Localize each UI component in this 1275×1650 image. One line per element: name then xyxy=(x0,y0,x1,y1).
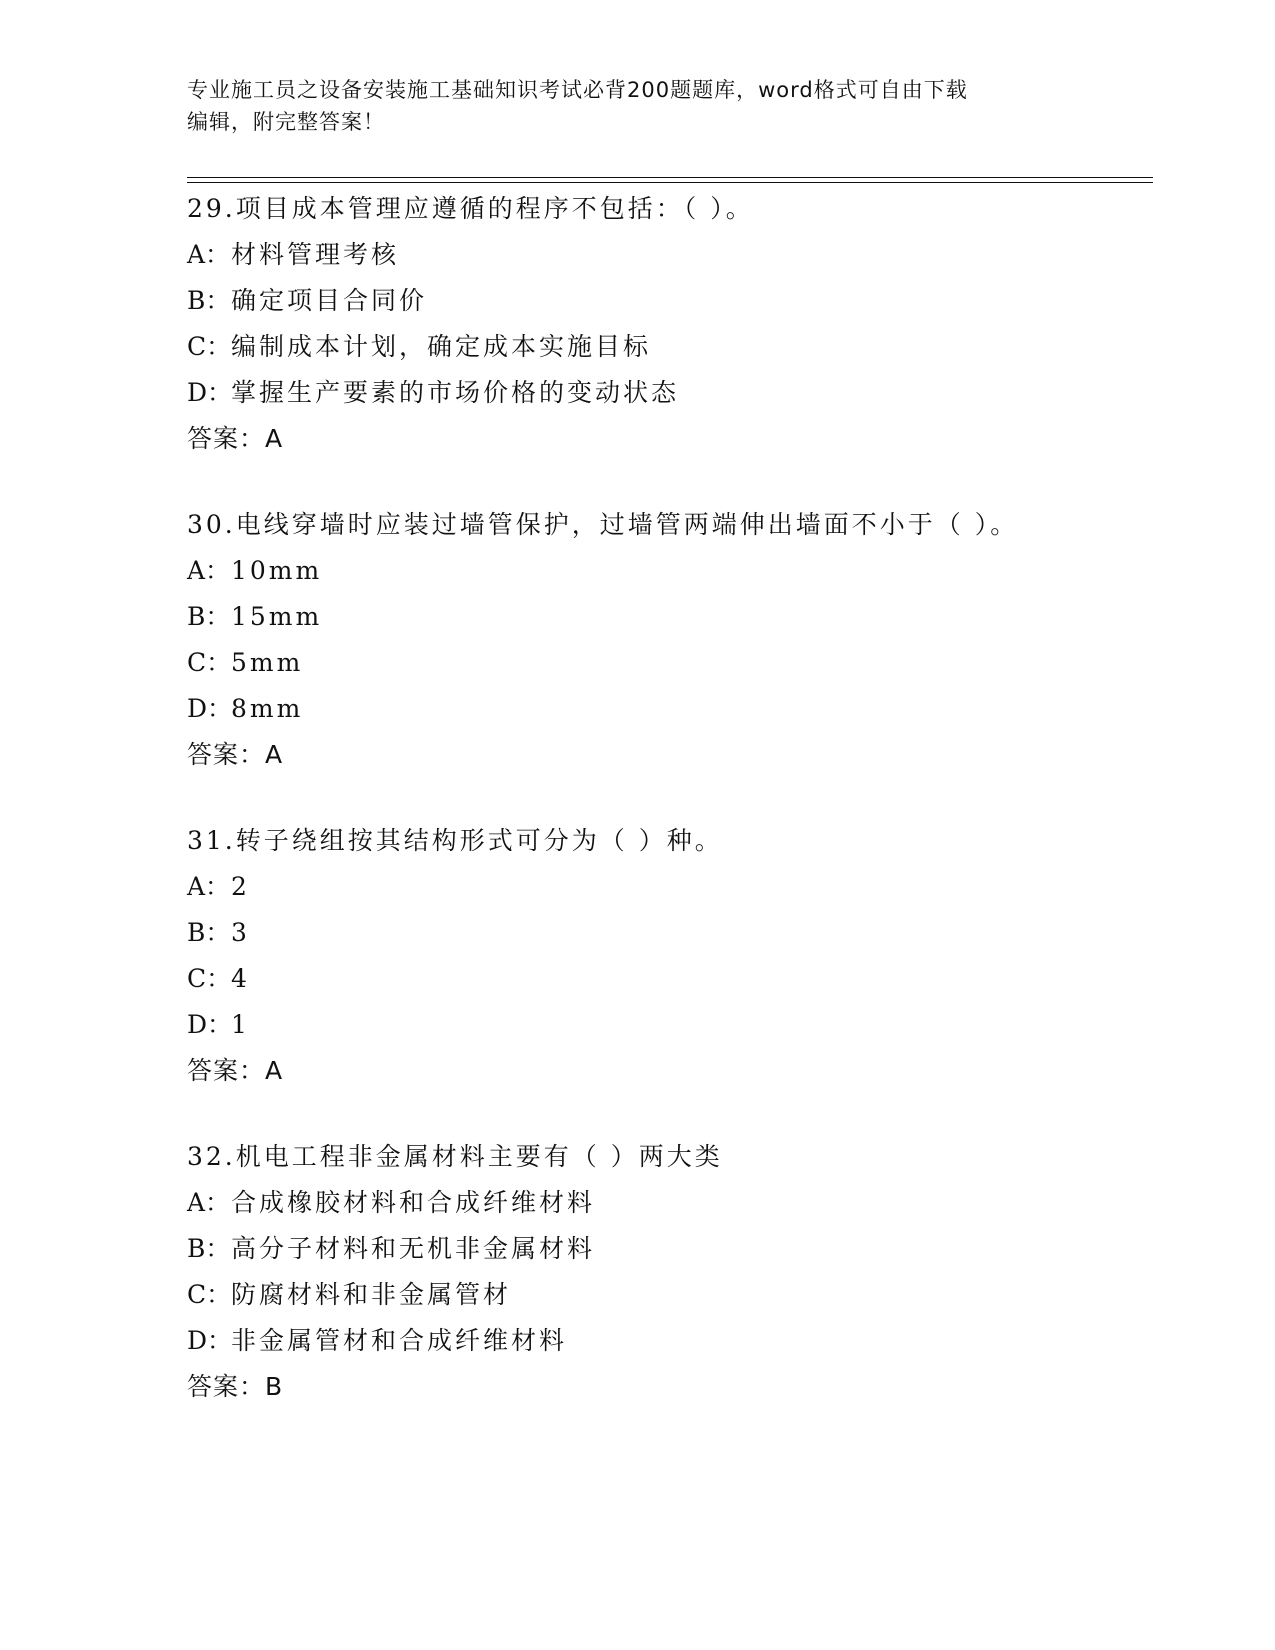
option-text: 高分子材料和无机非金属材料 xyxy=(231,1234,596,1263)
header-divider-bottom xyxy=(187,182,1153,183)
answer-line: 答案：A xyxy=(187,1056,284,1085)
option-text: 8mm xyxy=(231,694,304,723)
option-text: 3 xyxy=(231,918,250,947)
question-29 xyxy=(187,186,1137,462)
option-letter: B： xyxy=(187,286,231,315)
header-divider-top xyxy=(187,177,1153,178)
answer-line: 答案：A xyxy=(187,424,284,453)
option-letter: C： xyxy=(187,332,232,361)
option-a xyxy=(187,1180,1137,1226)
option-letter: B： xyxy=(187,1234,231,1263)
option-letter: B： xyxy=(187,602,231,631)
option-c xyxy=(187,324,1137,370)
question-31 xyxy=(187,818,1137,1094)
option-letter: A： xyxy=(187,240,231,269)
option-text: 防腐材料和非金属管材 xyxy=(231,1280,512,1309)
header-line-1: 专业施工员之设备安装施工基础知识考试必背200题题库，word格式可自由下载 xyxy=(187,78,968,102)
document-header xyxy=(187,74,1087,138)
option-text: 掌握生产要素的市场价格的变动状态 xyxy=(231,378,680,407)
option-text: 材料管理考核 xyxy=(231,240,400,269)
option-text: 非金属管材和合成纤维材料 xyxy=(231,1326,568,1355)
question-30 xyxy=(187,502,1137,778)
question-stem: 32.机电工程非金属材料主要有（ ）两大类 xyxy=(187,1142,723,1171)
answer-line: 答案：B xyxy=(187,1372,284,1401)
question-stem: 31.转子绕组按其结构形式可分为（ ）种。 xyxy=(187,826,723,855)
option-c xyxy=(187,956,1137,1002)
option-text: 1 xyxy=(231,1010,250,1039)
option-c xyxy=(187,1272,1137,1318)
option-d xyxy=(187,1318,1137,1364)
question-stem: 30.电线穿墙时应装过墙管保护，过墙管两端伸出墙面不小于（ ）。 xyxy=(187,510,1019,539)
option-b xyxy=(187,910,1137,956)
option-text: 编制成本计划，确定成本实施目标 xyxy=(231,332,652,361)
option-a xyxy=(187,548,1137,594)
option-text: 合成橡胶材料和合成纤维材料 xyxy=(231,1188,596,1217)
option-c xyxy=(187,640,1137,686)
option-letter: C： xyxy=(187,964,232,993)
option-text: 4 xyxy=(231,964,250,993)
option-d xyxy=(187,686,1137,732)
option-b xyxy=(187,594,1137,640)
option-letter: A： xyxy=(187,556,231,585)
option-letter: D： xyxy=(187,1326,233,1355)
option-d xyxy=(187,1002,1137,1048)
option-letter: A： xyxy=(187,872,231,901)
option-letter: D： xyxy=(187,1010,233,1039)
option-text: 2 xyxy=(231,872,250,901)
option-text: 10mm xyxy=(231,556,323,585)
question-32 xyxy=(187,1134,1137,1410)
option-letter: D： xyxy=(187,378,233,407)
option-text: 5mm xyxy=(231,648,304,677)
option-a xyxy=(187,232,1137,278)
option-letter: D： xyxy=(187,694,233,723)
option-letter: C： xyxy=(187,648,232,677)
header-line-2: 编辑，附完整答案！ xyxy=(187,110,385,134)
option-letter: B： xyxy=(187,918,231,947)
option-b xyxy=(187,1226,1137,1272)
question-stem: 29.项目成本管理应遵循的程序不包括：（ ）。 xyxy=(187,194,754,223)
option-a xyxy=(187,864,1137,910)
option-text: 15mm xyxy=(231,602,323,631)
option-letter: C： xyxy=(187,1280,232,1309)
option-b xyxy=(187,278,1137,324)
answer-line: 答案：A xyxy=(187,740,284,769)
option-d xyxy=(187,370,1137,416)
option-letter: A： xyxy=(187,1188,231,1217)
option-text: 确定项目合同价 xyxy=(231,286,428,315)
